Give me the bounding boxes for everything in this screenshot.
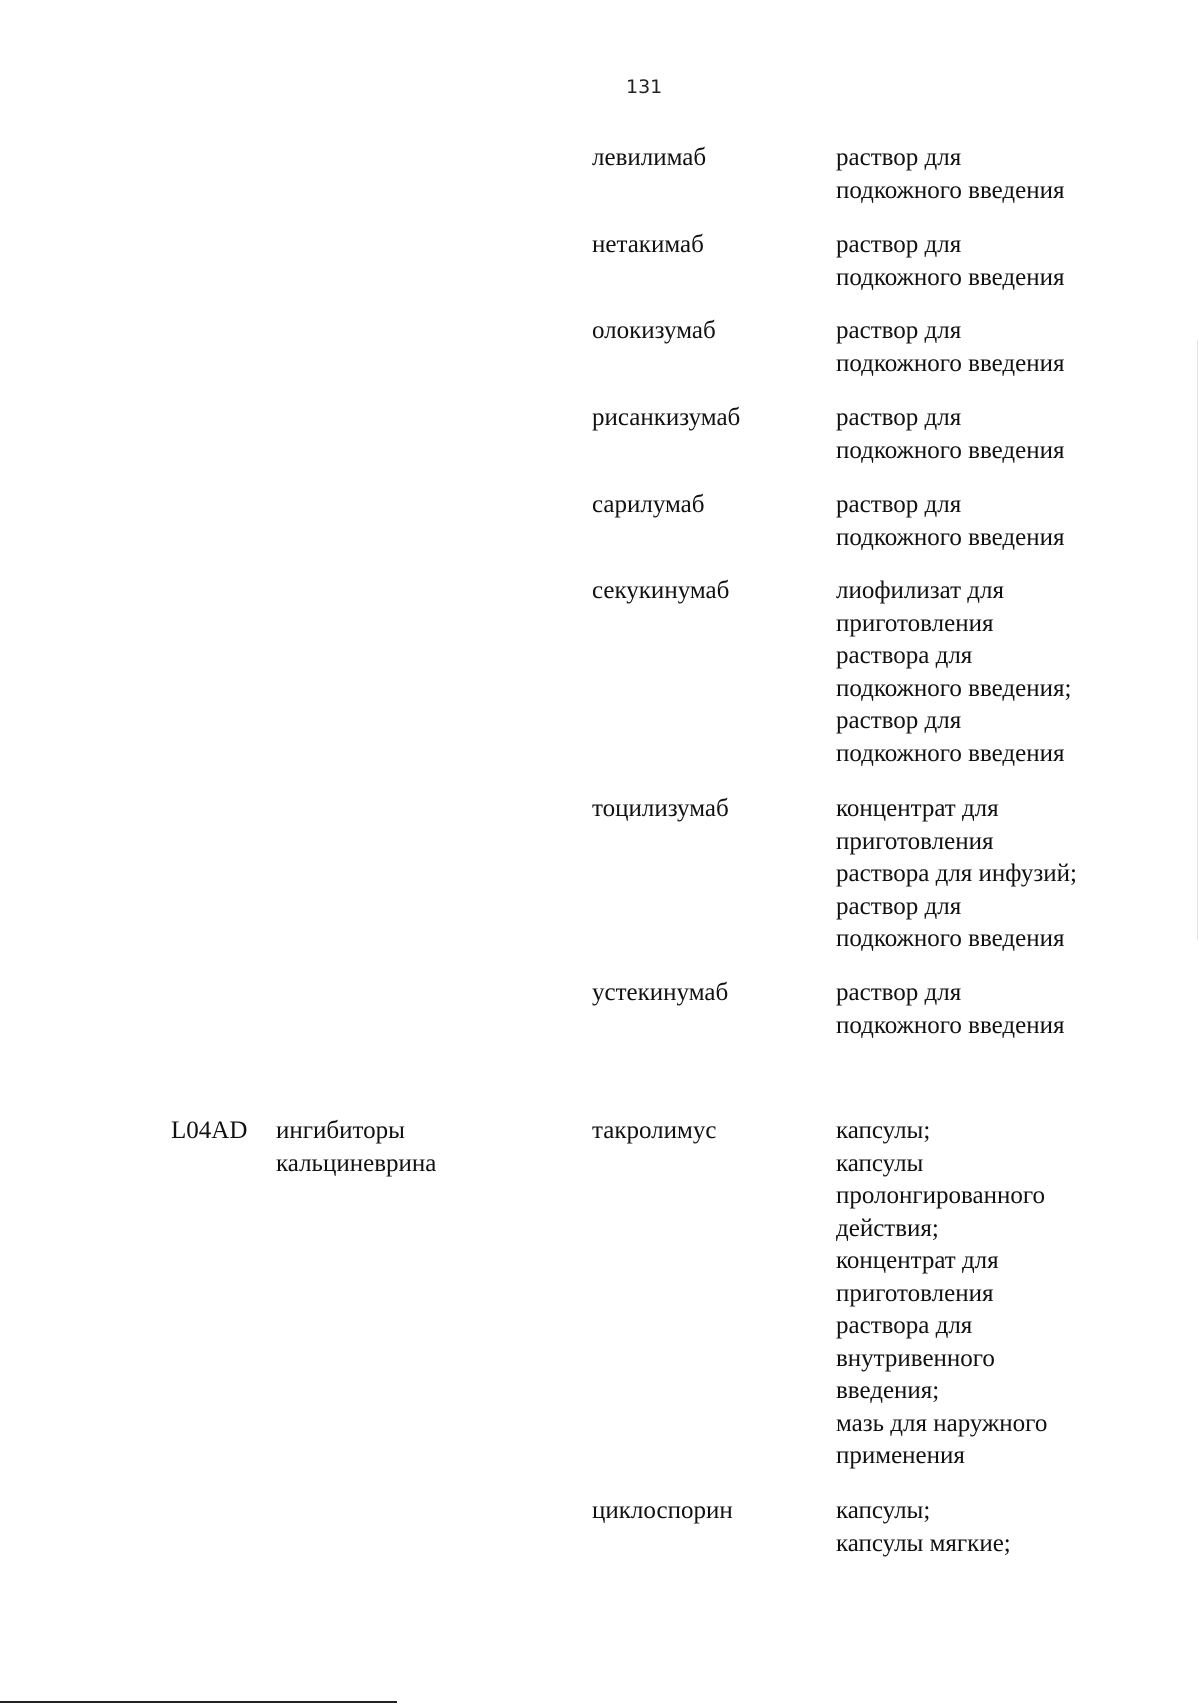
- drug-name-netakimab: нетакимаб: [592, 231, 704, 258]
- drug-name-olokizumab: олокизумаб: [592, 317, 716, 344]
- dosage-form-risankizumab: раствор для подкожного введения: [836, 404, 1065, 464]
- dosage-form-ustekinumab: раствор для подкожного введения: [836, 979, 1065, 1039]
- drug-name-levilimab: левилимаб: [592, 144, 707, 171]
- dosage-form-cyclosporine: капсулы; капсулы мягкие;: [836, 1497, 1011, 1557]
- scan-edge: [1197, 340, 1198, 940]
- dosage-form-olokizumab: раствор для подкожного введения: [836, 317, 1065, 377]
- atc-group-name: ингибиторы кальциневрина: [276, 1117, 437, 1177]
- drug-name-tocilizumab: тоцилизумаб: [592, 795, 729, 822]
- drug-name-cyclosporine: циклоспорин: [592, 1497, 733, 1524]
- drug-name-risankizumab: рисанкизумаб: [592, 404, 741, 431]
- dosage-form-secukinumab: лиофилизат для приготовления раствора для подкожного введения; раствор для подкожного введения: [836, 577, 1072, 767]
- dosage-form-tocilizumab: концентрат для приготовления раствора для инфузий; раствор для подкожного введения: [836, 795, 1077, 952]
- dosage-form-tacrolimus: капсулы; капсулы пролонгированного действия; концентрат для приготовления раствора для внутривенного введения; мазь для наружного применения: [836, 1117, 1048, 1469]
- atc-code: L04AD: [171, 1117, 248, 1144]
- drug-name-sarilumab: сарилумаб: [592, 491, 705, 518]
- bottom-rule: [0, 1701, 397, 1703]
- dosage-form-netakimab: раствор для подкожного введения: [836, 231, 1065, 291]
- page-number: 131: [626, 76, 663, 98]
- drug-name-secukinumab: секукинумаб: [592, 577, 730, 604]
- drug-name-ustekinumab: устекинумаб: [592, 979, 729, 1006]
- dosage-form-sarilumab: раствор для подкожного введения: [836, 491, 1065, 551]
- drug-name-tacrolimus: такролимус: [592, 1117, 717, 1144]
- dosage-form-levilimab: раствор для подкожного введения: [836, 144, 1065, 204]
